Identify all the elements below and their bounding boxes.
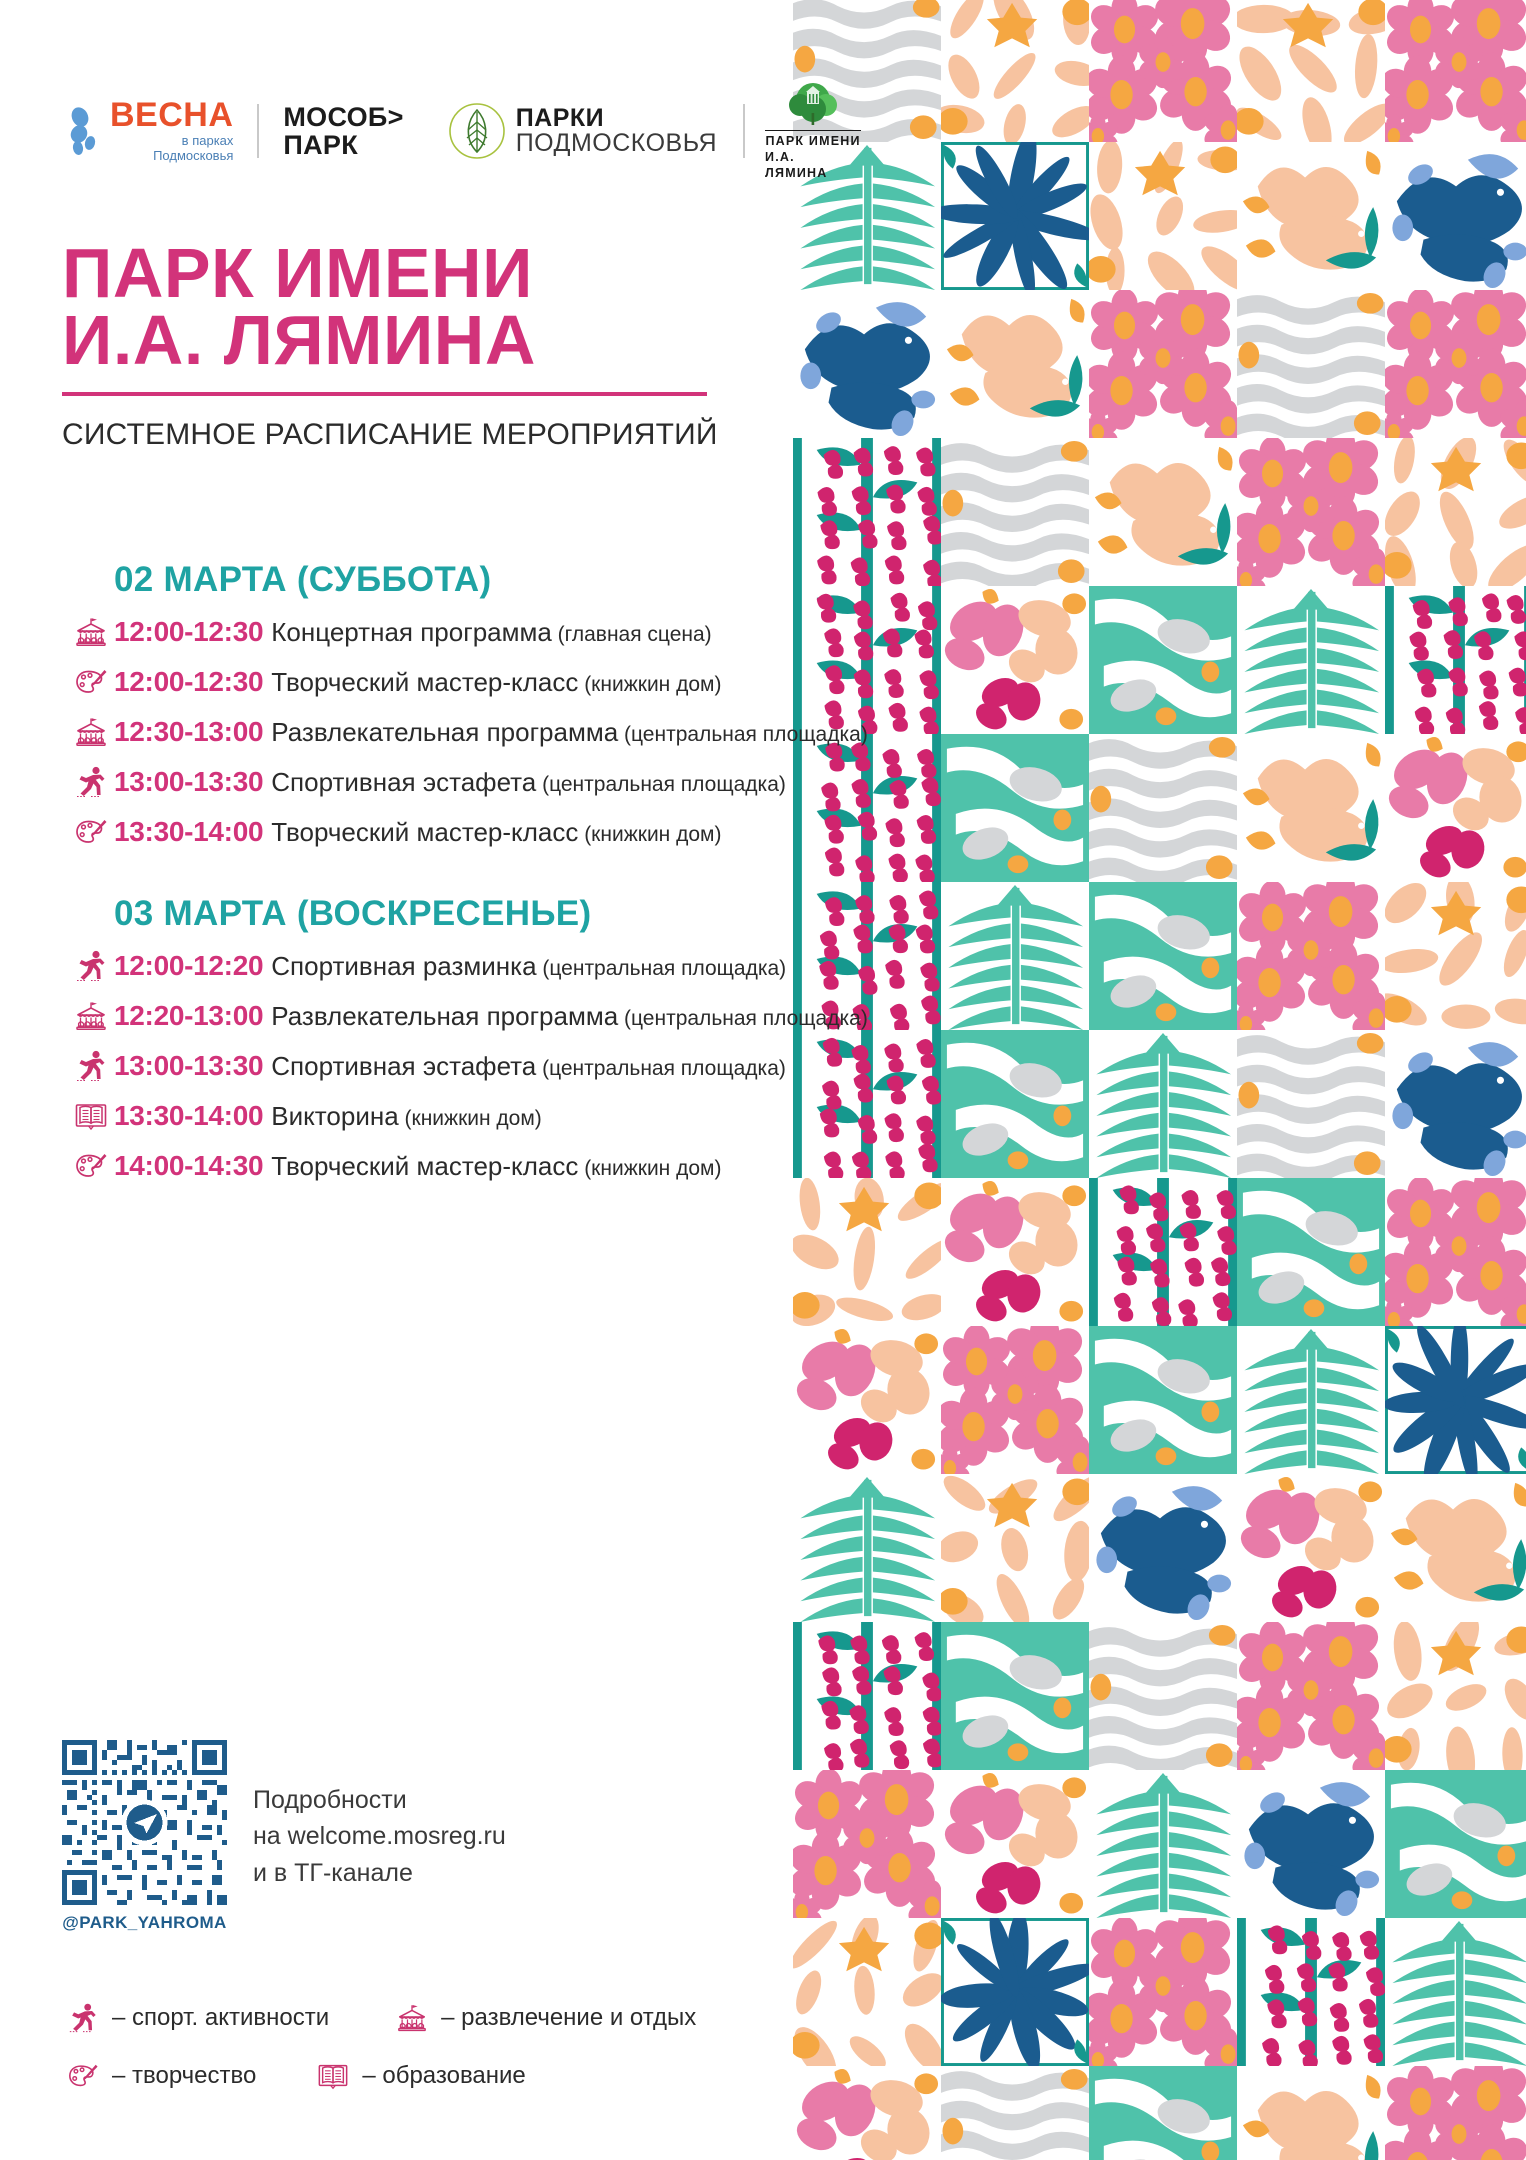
leaf-icon xyxy=(448,102,506,160)
pattern-tile xyxy=(941,438,1089,586)
event-time: 12:30-13:00 xyxy=(114,715,264,747)
pattern-tile xyxy=(941,1326,1089,1474)
pattern-tile xyxy=(1385,1474,1526,1622)
event-time: 13:00-13:30 xyxy=(114,765,264,797)
pattern-tile xyxy=(1385,290,1526,438)
book-icon xyxy=(312,2058,354,2094)
emblem-line1: ПАРК ИМЕНИ xyxy=(765,134,861,149)
event-name: Творческий мастер-класс xyxy=(271,1150,579,1181)
pattern-tile xyxy=(1089,734,1237,882)
pattern-tile xyxy=(941,142,1089,290)
day-title: 02 МАРТА (СУББОТА) xyxy=(114,560,492,599)
event-place: (книжкин дом) xyxy=(578,822,722,846)
vesna-sub-line1: в парках xyxy=(181,133,234,149)
event-name: Творческий мастер-класс xyxy=(271,816,579,847)
pattern-tile xyxy=(941,1622,1089,1770)
pattern-tile xyxy=(1237,1030,1385,1178)
page-title xyxy=(62,234,762,452)
pattern-tile xyxy=(1385,1918,1526,2066)
palette-icon xyxy=(62,2058,104,2094)
book-icon xyxy=(68,1097,114,1135)
event-place: (книжкин дом) xyxy=(398,1106,542,1130)
tree-rotunda-icon xyxy=(786,81,840,127)
event-text xyxy=(114,666,721,698)
pattern-tile xyxy=(793,586,941,734)
event-time: 14:00-14:30 xyxy=(114,1149,264,1181)
pattern-tile xyxy=(941,0,1089,142)
pattern-tile xyxy=(1089,438,1237,586)
pattern-tile xyxy=(1089,2066,1237,2160)
pattern-tile xyxy=(1237,1918,1385,2066)
pattern-tile xyxy=(1385,2066,1526,2160)
pattern-tile xyxy=(1089,142,1237,290)
pattern-tile xyxy=(1385,734,1526,882)
pattern-tile xyxy=(1237,0,1385,142)
event-place: (центральная площадка) xyxy=(536,956,787,980)
runner-icon xyxy=(68,1047,114,1085)
title-line-1: ПАРК ИМЕНИ xyxy=(62,234,533,312)
contacts-line-1: Подробности xyxy=(253,1786,407,1814)
palette-icon xyxy=(68,663,114,701)
contacts-line-2: на welcome.mosreg.ru xyxy=(253,1822,506,1851)
parki-line2: ПОДМОСКОВЬЯ xyxy=(515,129,718,157)
event-place: (центральная площадка) xyxy=(536,772,786,796)
event-row xyxy=(68,946,798,986)
event-row xyxy=(68,812,798,852)
event-text xyxy=(114,950,786,982)
day-title: 03 МАРТА (ВОСКРЕСЕНЬЕ) xyxy=(114,894,592,933)
event-time: 13:30-14:00 xyxy=(114,1099,264,1131)
event-time: 12:00-12:20 xyxy=(114,949,264,981)
pattern-tile xyxy=(1237,882,1385,1030)
event-text xyxy=(114,1050,786,1082)
event-text xyxy=(114,1000,868,1032)
pattern-tile xyxy=(793,1474,941,1622)
event-text xyxy=(114,616,712,648)
event-name: Развлекательная программа xyxy=(271,1000,619,1031)
legend-item xyxy=(62,2058,256,2094)
event-row xyxy=(68,762,798,802)
event-place: (центральная площадка) xyxy=(618,1006,868,1030)
event-time: 13:00-13:30 xyxy=(114,1049,264,1081)
telegram-handle: @PARK_YAHROMA xyxy=(62,1913,227,1932)
day-block xyxy=(68,894,868,1186)
runner-icon xyxy=(62,2000,104,2036)
event-name: Развлекательная программа xyxy=(271,716,619,747)
emblem-line2: И.А. ЛЯМИНА xyxy=(765,149,828,180)
pattern-tile xyxy=(1385,0,1526,142)
pattern-tile xyxy=(793,1918,941,2066)
contacts-line-3: и в ТГ-канале xyxy=(253,1858,413,1887)
legend-row xyxy=(62,2058,762,2094)
pattern-tile xyxy=(1237,1474,1385,1622)
pattern-tile xyxy=(1089,1178,1237,1326)
contacts-block xyxy=(62,1740,506,1933)
pattern-tile xyxy=(1089,1474,1237,1622)
event-row xyxy=(68,1146,798,1186)
event-row xyxy=(68,612,798,652)
pattern-tile xyxy=(793,1030,941,1178)
pattern-tile xyxy=(1089,586,1237,734)
vesna-wordmark: ВЕСНА xyxy=(110,96,234,135)
pattern-tile xyxy=(1089,1918,1237,2066)
pattern-tile xyxy=(941,1770,1089,1918)
pattern-tile xyxy=(1237,2066,1385,2160)
carousel-icon xyxy=(68,713,114,751)
decorative-pattern-strip xyxy=(793,0,1526,2160)
pattern-tile xyxy=(941,586,1089,734)
pattern-tile xyxy=(1385,142,1526,290)
day-block xyxy=(68,560,868,852)
carousel-icon xyxy=(391,2000,433,2036)
mosoblpark-line1: МОСОБ> xyxy=(283,101,404,132)
runner-icon xyxy=(68,763,114,801)
pattern-tile xyxy=(1089,1030,1237,1178)
pattern-tile xyxy=(793,1622,941,1770)
title-underline xyxy=(62,392,707,396)
event-name: Спортивная эстафета xyxy=(271,1050,537,1081)
logo-divider-2 xyxy=(743,104,745,158)
event-name: Спортивная разминка xyxy=(271,950,537,981)
logo-bar xyxy=(70,92,861,180)
pattern-tile xyxy=(941,1474,1089,1622)
event-place: (книжкин дом) xyxy=(578,1156,722,1180)
pattern-tile xyxy=(1385,1326,1526,1474)
event-place: (центральная площадка) xyxy=(618,722,868,746)
pattern-tile xyxy=(1385,1030,1526,1178)
pattern-tile xyxy=(1237,586,1385,734)
event-time: 13:30-14:00 xyxy=(114,815,264,847)
event-place: (центральная площадка) xyxy=(536,1056,786,1080)
pattern-tile xyxy=(1089,1326,1237,1474)
pattern-tile xyxy=(941,290,1089,438)
mosoblpark-logo xyxy=(283,103,403,160)
pattern-tile xyxy=(1385,586,1526,734)
pattern-tile xyxy=(1237,290,1385,438)
palette-icon xyxy=(68,1147,114,1185)
event-name: Творческий мастер-класс xyxy=(271,666,579,697)
event-text xyxy=(114,716,868,748)
legend xyxy=(62,2000,762,2116)
pattern-tile xyxy=(1089,1770,1237,1918)
event-row xyxy=(68,712,868,752)
pattern-tile xyxy=(1237,1770,1385,1918)
vesna-logo xyxy=(70,98,233,164)
pattern-tile xyxy=(1089,1622,1237,1770)
legend-item xyxy=(391,2000,696,2036)
legend-item xyxy=(312,2058,525,2094)
event-row xyxy=(68,1096,798,1136)
legend-label: – творчество xyxy=(112,2062,257,2089)
runner-icon xyxy=(68,947,114,985)
park-lyamina-emblem xyxy=(765,81,861,181)
pattern-tile xyxy=(941,734,1089,882)
poster-subtitle: СИСТЕМНОЕ РАСПИСАНИЕ МЕРОПРИЯТИЙ xyxy=(62,418,718,452)
vesna-sub-line2: Подмосковья xyxy=(153,148,234,163)
event-row xyxy=(68,662,798,702)
pattern-tile xyxy=(793,1770,941,1918)
pattern-tile xyxy=(793,1326,941,1474)
pattern-tile xyxy=(1385,1770,1526,1918)
event-time: 12:00-12:30 xyxy=(114,665,264,697)
pattern-tile xyxy=(1089,882,1237,1030)
pattern-tile-grid xyxy=(793,0,1526,2160)
event-text xyxy=(114,766,786,798)
title-line-2: И.А. ЛЯМИНА xyxy=(62,301,536,380)
pattern-tile xyxy=(1089,0,1237,142)
pattern-tile xyxy=(941,882,1089,1030)
mosoblpark-line2: ПАРК xyxy=(283,130,358,160)
pattern-tile xyxy=(793,438,941,586)
legend-row xyxy=(62,2000,762,2036)
pattern-tile xyxy=(941,1030,1089,1178)
pattern-tile xyxy=(1385,882,1526,1030)
event-row xyxy=(68,996,868,1036)
event-place: (книжкин дом) xyxy=(578,672,722,696)
pattern-tile xyxy=(793,290,941,438)
event-text xyxy=(114,1150,721,1182)
carousel-icon xyxy=(68,997,114,1035)
water-drops-icon xyxy=(70,107,104,155)
event-time: 12:00-12:30 xyxy=(114,615,264,647)
legend-item xyxy=(62,2000,329,2036)
carousel-icon xyxy=(68,613,114,651)
pattern-tile xyxy=(1385,1178,1526,1326)
pattern-tile xyxy=(793,1178,941,1326)
legend-label: – образование xyxy=(362,2062,526,2089)
schedule-list xyxy=(68,560,868,1228)
pattern-tile xyxy=(1237,1622,1385,1770)
event-name: Викторина xyxy=(271,1100,399,1131)
pattern-tile xyxy=(1237,438,1385,586)
palette-icon xyxy=(68,813,114,851)
event-row xyxy=(68,1046,798,1086)
parki-podmoskovya-logo xyxy=(448,102,717,160)
pattern-tile xyxy=(1237,1178,1385,1326)
logo-divider xyxy=(257,104,259,158)
event-name: Концертная программа xyxy=(271,616,552,647)
pattern-tile xyxy=(793,2066,941,2160)
legend-label: – развлечение и отдых xyxy=(441,2004,697,2031)
pattern-tile xyxy=(1237,734,1385,882)
parki-line1: ПАРКИ xyxy=(515,104,605,132)
pattern-tile xyxy=(1237,142,1385,290)
event-time: 12:20-13:00 xyxy=(114,999,264,1031)
pattern-tile xyxy=(1089,290,1237,438)
pattern-tile xyxy=(1237,1326,1385,1474)
event-place: (главная сцена) xyxy=(551,622,712,646)
pattern-tile xyxy=(1385,1622,1526,1770)
legend-label: – спорт. активности xyxy=(112,2004,330,2031)
pattern-tile xyxy=(1385,438,1526,586)
pattern-tile xyxy=(941,1918,1089,2066)
event-text xyxy=(114,1100,542,1132)
event-name: Спортивная эстафета xyxy=(271,766,537,797)
pattern-tile xyxy=(941,2066,1089,2160)
contacts-info xyxy=(253,1782,506,1891)
pattern-tile xyxy=(941,1178,1089,1326)
event-text xyxy=(114,816,721,848)
qr-code[interactable] xyxy=(62,1740,227,1905)
pattern-tile xyxy=(793,734,941,882)
